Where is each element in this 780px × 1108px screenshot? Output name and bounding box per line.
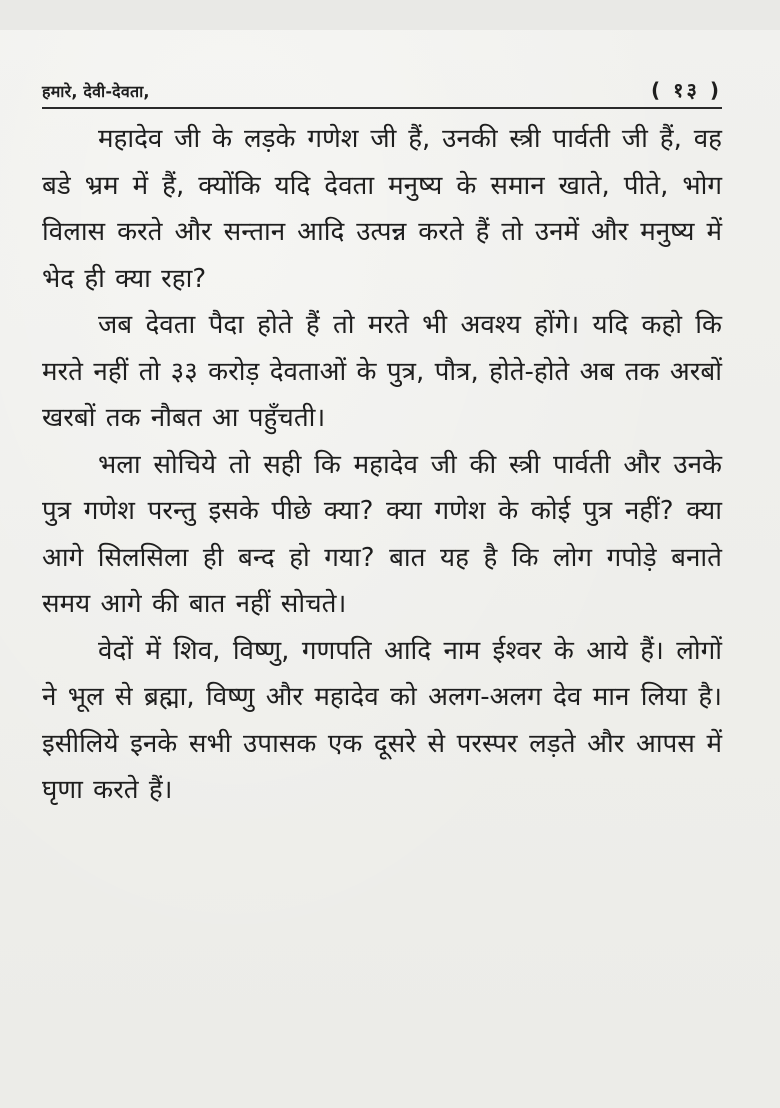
body-text <box>42 116 722 814</box>
page-header <box>42 72 722 108</box>
header-rule <box>42 107 722 109</box>
paragraph-1: महादेव जी के लड़के गणेश जी हैं, उनकी स्त्री पार्वती जी हैं, वह बडे भ्रम में हैं, क्योंकि यदि देवता मनुष्य के समान खाते, पीते, भोग विलास करते और सन्तान आदि उत्पन्न करते हैं तो उनमें और मनुष्य में भेद ही क्या रहा? <box>42 124 722 294</box>
page-number: ( १३ ) <box>650 78 722 102</box>
paragraph-2: जब देवता पैदा होते हैं तो मरते भी अवश्य होंगे। यदि कहो कि मरते नहीं तो ३३ करोड़ देवताओं के पुत्र, पौत्र, होते-होते अब तक अरबों खरबों तक नौबत आ पहुँचती। <box>42 310 722 433</box>
paragraph-3: भला सोचिये तो सही कि महादेव जी की स्त्री पार्वती और उनके पुत्र गणेश परन्तु इसके पीछे क्या? क्या गणेश के कोई पुत्र नहीं? क्या आगे सिलसिला ही बन्द हो गया? बात यह है कि लोग गपोड़े बनाते समय आगे की बात नहीं सोचते। <box>42 449 722 619</box>
running-head: हमारे, देवी-देवता, <box>42 82 150 101</box>
scan-top-edge <box>0 0 780 30</box>
paragraph-4: वेदों में शिव, विष्णु, गणपति आदि नाम ईश्वर के आये हैं। लोगों ने भूल से ब्रह्मा, विष्णु और महादेव को अलग-अलग देव मान लिया है। इसीलिये इनके सभी उपासक एक दूसरे से परस्पर लड़ते और आपस में घृणा करते हैं। <box>42 635 722 805</box>
